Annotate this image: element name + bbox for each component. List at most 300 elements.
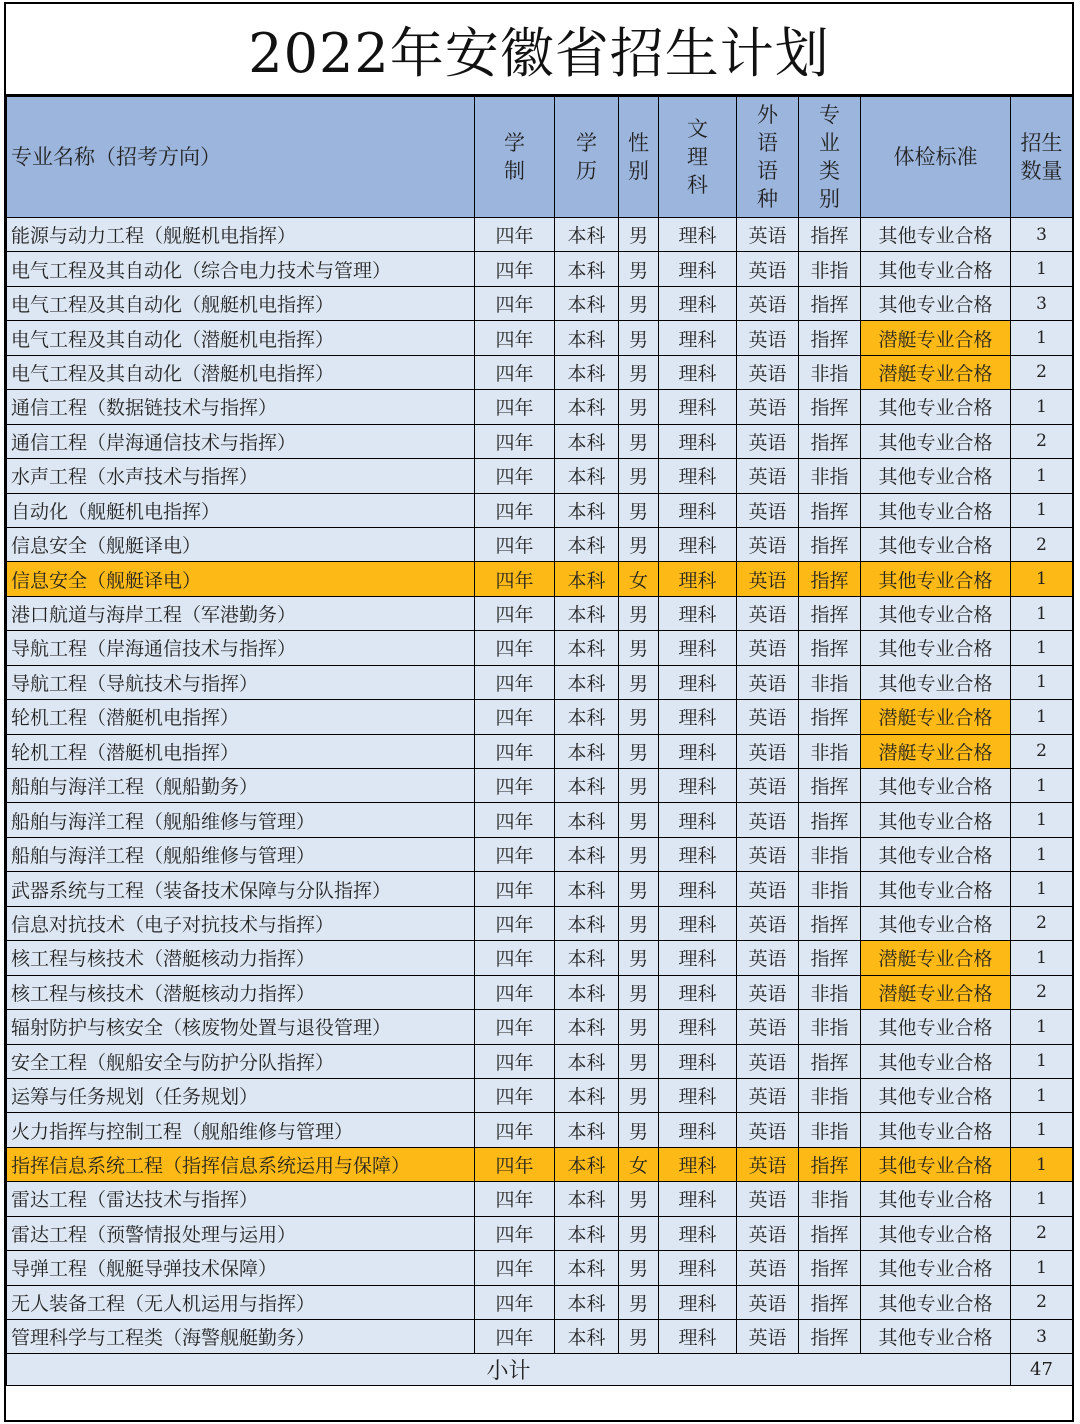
- table-row: [7, 1182, 1073, 1216]
- cell-gender: 男: [619, 803, 659, 837]
- cell-degree: 本科: [555, 1320, 619, 1354]
- cell-major-name: 雷达工程（预警情报处理与运用）: [7, 1216, 475, 1250]
- cell-major-name: 信息对抗技术（电子对抗技术与指挥）: [7, 906, 475, 940]
- cell-degree: 本科: [555, 734, 619, 768]
- cell-gender: 男: [619, 390, 659, 424]
- cell-gender: 男: [619, 1285, 659, 1319]
- cell-duration: 四年: [475, 1251, 555, 1285]
- cell-language: 英语: [737, 975, 799, 1009]
- cell-enrollment-count: 1: [1011, 493, 1073, 527]
- cell-category: 指挥: [799, 941, 861, 975]
- cell-degree: 本科: [555, 769, 619, 803]
- cell-enrollment-count: 3: [1011, 1320, 1073, 1354]
- summary-row: [7, 1354, 1073, 1386]
- header-gender: 性别: [619, 97, 659, 218]
- table-row: [7, 1147, 1073, 1181]
- cell-major-name: 辐射防护与核安全（核废物处置与退役管理）: [7, 1010, 475, 1044]
- cell-track: 理科: [659, 941, 737, 975]
- cell-gender: 男: [619, 424, 659, 458]
- cell-category: 指挥: [799, 631, 861, 665]
- cell-language: 英语: [737, 252, 799, 286]
- cell-gender: 男: [619, 1044, 659, 1078]
- table-row: [7, 665, 1073, 699]
- header-degree: 学历: [555, 97, 619, 218]
- cell-language: 英语: [737, 1078, 799, 1112]
- cell-track: 理科: [659, 493, 737, 527]
- cell-major-name: 电气工程及其自动化（舰艇机电指挥）: [7, 286, 475, 320]
- cell-language: 英语: [737, 390, 799, 424]
- cell-language: 英语: [737, 596, 799, 630]
- cell-enrollment-count: 1: [1011, 562, 1073, 596]
- table-row: [7, 1251, 1073, 1285]
- cell-gender: 男: [619, 769, 659, 803]
- cell-enrollment-count: 2: [1011, 355, 1073, 389]
- cell-track: 理科: [659, 390, 737, 424]
- cell-major-name: 安全工程（舰船安全与防护分队指挥）: [7, 1044, 475, 1078]
- cell-degree: 本科: [555, 1147, 619, 1181]
- cell-degree: 本科: [555, 1216, 619, 1250]
- cell-degree: 本科: [555, 218, 619, 252]
- subtotal-value: 47: [1011, 1354, 1073, 1386]
- cell-enrollment-count: 1: [1011, 941, 1073, 975]
- cell-track: 理科: [659, 1147, 737, 1181]
- cell-gender: 男: [619, 872, 659, 906]
- cell-language: 英语: [737, 493, 799, 527]
- cell-category: 指挥: [799, 1251, 861, 1285]
- cell-physical-standard: 潜艇专业合格: [861, 975, 1011, 1009]
- cell-language: 英语: [737, 562, 799, 596]
- cell-duration: 四年: [475, 1078, 555, 1112]
- cell-degree: 本科: [555, 1044, 619, 1078]
- cell-physical-standard: 其他专业合格: [861, 527, 1011, 561]
- cell-enrollment-count: 2: [1011, 975, 1073, 1009]
- cell-duration: 四年: [475, 975, 555, 1009]
- cell-category: 非指: [799, 1113, 861, 1147]
- cell-degree: 本科: [555, 493, 619, 527]
- cell-duration: 四年: [475, 1216, 555, 1250]
- cell-track: 理科: [659, 1044, 737, 1078]
- cell-physical-standard: 其他专业合格: [861, 286, 1011, 320]
- table-row: [7, 872, 1073, 906]
- cell-track: 理科: [659, 665, 737, 699]
- cell-track: 理科: [659, 700, 737, 734]
- cell-physical-standard: 潜艇专业合格: [861, 700, 1011, 734]
- cell-category: 非指: [799, 252, 861, 286]
- cell-degree: 本科: [555, 459, 619, 493]
- cell-duration: 四年: [475, 1182, 555, 1216]
- cell-physical-standard: 其他专业合格: [861, 803, 1011, 837]
- table-row: [7, 631, 1073, 665]
- cell-major-name: 信息安全（舰艇译电）: [7, 527, 475, 561]
- cell-duration: 四年: [475, 321, 555, 355]
- cell-track: 理科: [659, 1113, 737, 1147]
- cell-enrollment-count: 2: [1011, 424, 1073, 458]
- cell-track: 理科: [659, 1010, 737, 1044]
- cell-gender: 男: [619, 1078, 659, 1112]
- cell-language: 英语: [737, 1147, 799, 1181]
- table-row: [7, 1113, 1073, 1147]
- cell-major-name: 雷达工程（雷达技术与指挥）: [7, 1182, 475, 1216]
- cell-enrollment-count: 1: [1011, 1113, 1073, 1147]
- cell-gender: 男: [619, 665, 659, 699]
- cell-track: 理科: [659, 459, 737, 493]
- cell-major-name: 火力指挥与控制工程（舰船维修与管理）: [7, 1113, 475, 1147]
- cell-degree: 本科: [555, 631, 619, 665]
- cell-language: 英语: [737, 906, 799, 940]
- cell-physical-standard: 其他专业合格: [861, 562, 1011, 596]
- cell-physical-standard: 其他专业合格: [861, 837, 1011, 871]
- cell-gender: 男: [619, 218, 659, 252]
- cell-category: 非指: [799, 872, 861, 906]
- cell-major-name: 轮机工程（潜艇机电指挥）: [7, 734, 475, 768]
- cell-physical-standard: 其他专业合格: [861, 1044, 1011, 1078]
- cell-enrollment-count: 2: [1011, 1285, 1073, 1319]
- cell-track: 理科: [659, 424, 737, 458]
- cell-physical-standard: 其他专业合格: [861, 1010, 1011, 1044]
- cell-track: 理科: [659, 321, 737, 355]
- table-row: [7, 596, 1073, 630]
- cell-category: 指挥: [799, 1044, 861, 1078]
- cell-physical-standard: 潜艇专业合格: [861, 321, 1011, 355]
- cell-category: 非指: [799, 1010, 861, 1044]
- cell-physical-standard: 潜艇专业合格: [861, 734, 1011, 768]
- cell-enrollment-count: 1: [1011, 390, 1073, 424]
- cell-track: 理科: [659, 872, 737, 906]
- cell-degree: 本科: [555, 700, 619, 734]
- cell-track: 理科: [659, 1182, 737, 1216]
- cell-duration: 四年: [475, 286, 555, 320]
- cell-duration: 四年: [475, 493, 555, 527]
- cell-track: 理科: [659, 803, 737, 837]
- cell-major-name: 水声工程（水声技术与指挥）: [7, 459, 475, 493]
- cell-enrollment-count: 1: [1011, 1078, 1073, 1112]
- table-row: [7, 837, 1073, 871]
- subtotal-label: 小计: [7, 1354, 1011, 1386]
- cell-language: 英语: [737, 872, 799, 906]
- table-row: [7, 700, 1073, 734]
- enrollment-plan-sheet: [4, 2, 1074, 1422]
- cell-enrollment-count: 2: [1011, 734, 1073, 768]
- cell-duration: 四年: [475, 459, 555, 493]
- table-row: [7, 769, 1073, 803]
- cell-enrollment-count: 1: [1011, 665, 1073, 699]
- cell-degree: 本科: [555, 1285, 619, 1319]
- cell-language: 英语: [737, 1285, 799, 1319]
- cell-duration: 四年: [475, 1285, 555, 1319]
- header-count: 招生数量: [1011, 97, 1073, 218]
- cell-track: 理科: [659, 734, 737, 768]
- cell-gender: 男: [619, 355, 659, 389]
- cell-track: 理科: [659, 527, 737, 561]
- table-row: [7, 1078, 1073, 1112]
- cell-major-name: 无人装备工程（无人机运用与指挥）: [7, 1285, 475, 1319]
- cell-major-name: 能源与动力工程（舰艇机电指挥）: [7, 218, 475, 252]
- cell-physical-standard: 其他专业合格: [861, 1182, 1011, 1216]
- cell-category: 非指: [799, 837, 861, 871]
- cell-language: 英语: [737, 1010, 799, 1044]
- cell-enrollment-count: 1: [1011, 1251, 1073, 1285]
- cell-degree: 本科: [555, 1078, 619, 1112]
- cell-duration: 四年: [475, 390, 555, 424]
- cell-language: 英语: [737, 424, 799, 458]
- cell-gender: 男: [619, 286, 659, 320]
- cell-major-name: 导航工程（导航技术与指挥）: [7, 665, 475, 699]
- cell-category: 指挥: [799, 596, 861, 630]
- cell-enrollment-count: 3: [1011, 218, 1073, 252]
- cell-duration: 四年: [475, 941, 555, 975]
- cell-degree: 本科: [555, 527, 619, 561]
- cell-category: 指挥: [799, 527, 861, 561]
- cell-enrollment-count: 2: [1011, 906, 1073, 940]
- cell-major-name: 电气工程及其自动化（综合电力技术与管理）: [7, 252, 475, 286]
- cell-enrollment-count: 1: [1011, 596, 1073, 630]
- cell-degree: 本科: [555, 252, 619, 286]
- cell-gender: 男: [619, 734, 659, 768]
- cell-category: 指挥: [799, 700, 861, 734]
- table-row: [7, 459, 1073, 493]
- cell-physical-standard: 其他专业合格: [861, 631, 1011, 665]
- cell-enrollment-count: 2: [1011, 527, 1073, 561]
- header-language: 外语语种: [737, 97, 799, 218]
- cell-gender: 男: [619, 1182, 659, 1216]
- cell-degree: 本科: [555, 975, 619, 1009]
- cell-track: 理科: [659, 218, 737, 252]
- table-row: [7, 252, 1073, 286]
- cell-track: 理科: [659, 631, 737, 665]
- cell-category: 指挥: [799, 1320, 861, 1354]
- cell-category: 指挥: [799, 1216, 861, 1250]
- cell-gender: 男: [619, 700, 659, 734]
- cell-duration: 四年: [475, 596, 555, 630]
- table-body: [7, 218, 1073, 1354]
- enrollment-table: [6, 96, 1073, 1386]
- cell-degree: 本科: [555, 803, 619, 837]
- cell-physical-standard: 其他专业合格: [861, 596, 1011, 630]
- cell-enrollment-count: 1: [1011, 459, 1073, 493]
- cell-degree: 本科: [555, 872, 619, 906]
- cell-physical-standard: 其他专业合格: [861, 906, 1011, 940]
- cell-category: 非指: [799, 1078, 861, 1112]
- cell-duration: 四年: [475, 665, 555, 699]
- cell-duration: 四年: [475, 527, 555, 561]
- cell-gender: 男: [619, 1320, 659, 1354]
- cell-major-name: 导弹工程（舰艇导弹技术保障）: [7, 1251, 475, 1285]
- cell-language: 英语: [737, 218, 799, 252]
- cell-degree: 本科: [555, 596, 619, 630]
- cell-major-name: 船舶与海洋工程（舰船维修与管理）: [7, 803, 475, 837]
- header-standard: 体检标准: [861, 97, 1011, 218]
- cell-category: 非指: [799, 734, 861, 768]
- cell-gender: 女: [619, 562, 659, 596]
- cell-language: 英语: [737, 527, 799, 561]
- cell-track: 理科: [659, 1320, 737, 1354]
- cell-major-name: 导航工程（岸海通信技术与指挥）: [7, 631, 475, 665]
- cell-language: 英语: [737, 631, 799, 665]
- cell-gender: 女: [619, 1147, 659, 1181]
- table-row: [7, 1216, 1073, 1250]
- cell-category: 非指: [799, 665, 861, 699]
- cell-degree: 本科: [555, 837, 619, 871]
- cell-gender: 男: [619, 596, 659, 630]
- cell-track: 理科: [659, 1078, 737, 1112]
- cell-track: 理科: [659, 355, 737, 389]
- cell-degree: 本科: [555, 355, 619, 389]
- cell-enrollment-count: 1: [1011, 1147, 1073, 1181]
- cell-major-name: 管理科学与工程类（海警舰艇勤务）: [7, 1320, 475, 1354]
- cell-major-name: 船舶与海洋工程（舰船勤务）: [7, 769, 475, 803]
- cell-track: 理科: [659, 1251, 737, 1285]
- cell-track: 理科: [659, 252, 737, 286]
- cell-language: 英语: [737, 1044, 799, 1078]
- cell-duration: 四年: [475, 355, 555, 389]
- cell-gender: 男: [619, 527, 659, 561]
- cell-gender: 男: [619, 1113, 659, 1147]
- cell-physical-standard: 其他专业合格: [861, 1147, 1011, 1181]
- cell-degree: 本科: [555, 286, 619, 320]
- cell-category: 指挥: [799, 493, 861, 527]
- cell-major-name: 自动化（舰艇机电指挥）: [7, 493, 475, 527]
- cell-enrollment-count: 1: [1011, 1182, 1073, 1216]
- cell-major-name: 武器系统与工程（装备技术保障与分队指挥）: [7, 872, 475, 906]
- table-row: [7, 734, 1073, 768]
- cell-language: 英语: [737, 803, 799, 837]
- table-row: [7, 527, 1073, 561]
- cell-enrollment-count: 1: [1011, 1010, 1073, 1044]
- cell-enrollment-count: 1: [1011, 321, 1073, 355]
- cell-gender: 男: [619, 1216, 659, 1250]
- cell-language: 英语: [737, 1182, 799, 1216]
- cell-physical-standard: 其他专业合格: [861, 665, 1011, 699]
- cell-language: 英语: [737, 459, 799, 493]
- cell-track: 理科: [659, 837, 737, 871]
- cell-physical-standard: 其他专业合格: [861, 459, 1011, 493]
- page-title: 2022年安徽省招生计划: [6, 4, 1072, 96]
- table-row: [7, 390, 1073, 424]
- cell-duration: 四年: [475, 1320, 555, 1354]
- cell-enrollment-count: 2: [1011, 1216, 1073, 1250]
- table-row: [7, 286, 1073, 320]
- cell-category: 指挥: [799, 424, 861, 458]
- cell-physical-standard: 其他专业合格: [861, 872, 1011, 906]
- cell-gender: 男: [619, 321, 659, 355]
- cell-gender: 男: [619, 252, 659, 286]
- cell-language: 英语: [737, 286, 799, 320]
- cell-physical-standard: 其他专业合格: [861, 493, 1011, 527]
- table-row: [7, 975, 1073, 1009]
- cell-major-name: 指挥信息系统工程（指挥信息系统运用与保障）: [7, 1147, 475, 1181]
- cell-duration: 四年: [475, 803, 555, 837]
- cell-degree: 本科: [555, 1251, 619, 1285]
- cell-degree: 本科: [555, 1113, 619, 1147]
- cell-category: 指挥: [799, 803, 861, 837]
- cell-category: 指挥: [799, 769, 861, 803]
- cell-category: 指挥: [799, 562, 861, 596]
- cell-track: 理科: [659, 1285, 737, 1319]
- cell-track: 理科: [659, 562, 737, 596]
- cell-degree: 本科: [555, 390, 619, 424]
- header-track: 文理科: [659, 97, 737, 218]
- cell-major-name: 船舶与海洋工程（舰船维修与管理）: [7, 837, 475, 871]
- cell-physical-standard: 其他专业合格: [861, 1320, 1011, 1354]
- cell-major-name: 港口航道与海岸工程（军港勤务）: [7, 596, 475, 630]
- cell-language: 英语: [737, 941, 799, 975]
- cell-degree: 本科: [555, 1010, 619, 1044]
- cell-enrollment-count: 1: [1011, 872, 1073, 906]
- cell-language: 英语: [737, 355, 799, 389]
- cell-duration: 四年: [475, 906, 555, 940]
- cell-duration: 四年: [475, 424, 555, 458]
- cell-physical-standard: 其他专业合格: [861, 1078, 1011, 1112]
- cell-duration: 四年: [475, 837, 555, 871]
- cell-gender: 男: [619, 1010, 659, 1044]
- cell-degree: 本科: [555, 424, 619, 458]
- cell-major-name: 运筹与任务规划（任务规划）: [7, 1078, 475, 1112]
- cell-category: 指挥: [799, 1147, 861, 1181]
- cell-degree: 本科: [555, 1182, 619, 1216]
- cell-enrollment-count: 1: [1011, 837, 1073, 871]
- cell-language: 英语: [737, 665, 799, 699]
- cell-physical-standard: 其他专业合格: [861, 1251, 1011, 1285]
- cell-language: 英语: [737, 1216, 799, 1250]
- cell-track: 理科: [659, 769, 737, 803]
- cell-physical-standard: 潜艇专业合格: [861, 355, 1011, 389]
- cell-major-name: 电气工程及其自动化（潜艇机电指挥）: [7, 321, 475, 355]
- cell-enrollment-count: 1: [1011, 803, 1073, 837]
- cell-category: 非指: [799, 355, 861, 389]
- header-category: 专业类别: [799, 97, 861, 218]
- cell-gender: 男: [619, 459, 659, 493]
- cell-category: 指挥: [799, 906, 861, 940]
- cell-duration: 四年: [475, 769, 555, 803]
- header-duration: 学制: [475, 97, 555, 218]
- table-row: [7, 1010, 1073, 1044]
- cell-major-name: 核工程与核技术（潜艇核动力指挥）: [7, 941, 475, 975]
- table-row: [7, 562, 1073, 596]
- table-row: [7, 1044, 1073, 1078]
- cell-gender: 男: [619, 493, 659, 527]
- table-row: [7, 493, 1073, 527]
- cell-duration: 四年: [475, 872, 555, 906]
- cell-track: 理科: [659, 596, 737, 630]
- cell-degree: 本科: [555, 321, 619, 355]
- cell-category: 指挥: [799, 390, 861, 424]
- cell-duration: 四年: [475, 700, 555, 734]
- cell-major-name: 电气工程及其自动化（潜艇机电指挥）: [7, 355, 475, 389]
- cell-category: 指挥: [799, 218, 861, 252]
- cell-physical-standard: 其他专业合格: [861, 1285, 1011, 1319]
- cell-physical-standard: 其他专业合格: [861, 1216, 1011, 1250]
- cell-category: 非指: [799, 1182, 861, 1216]
- cell-degree: 本科: [555, 562, 619, 596]
- cell-category: 指挥: [799, 321, 861, 355]
- cell-enrollment-count: 1: [1011, 700, 1073, 734]
- cell-major-name: 轮机工程（潜艇机电指挥）: [7, 700, 475, 734]
- cell-duration: 四年: [475, 1147, 555, 1181]
- cell-track: 理科: [659, 286, 737, 320]
- cell-major-name: 通信工程（数据链技术与指挥）: [7, 390, 475, 424]
- cell-degree: 本科: [555, 665, 619, 699]
- cell-gender: 男: [619, 941, 659, 975]
- cell-degree: 本科: [555, 941, 619, 975]
- cell-track: 理科: [659, 1216, 737, 1250]
- cell-category: 指挥: [799, 286, 861, 320]
- cell-duration: 四年: [475, 734, 555, 768]
- cell-physical-standard: 其他专业合格: [861, 1113, 1011, 1147]
- cell-physical-standard: 其他专业合格: [861, 769, 1011, 803]
- cell-language: 英语: [737, 700, 799, 734]
- header-name: 专业名称（招考方向）: [7, 97, 475, 218]
- cell-physical-standard: 其他专业合格: [861, 390, 1011, 424]
